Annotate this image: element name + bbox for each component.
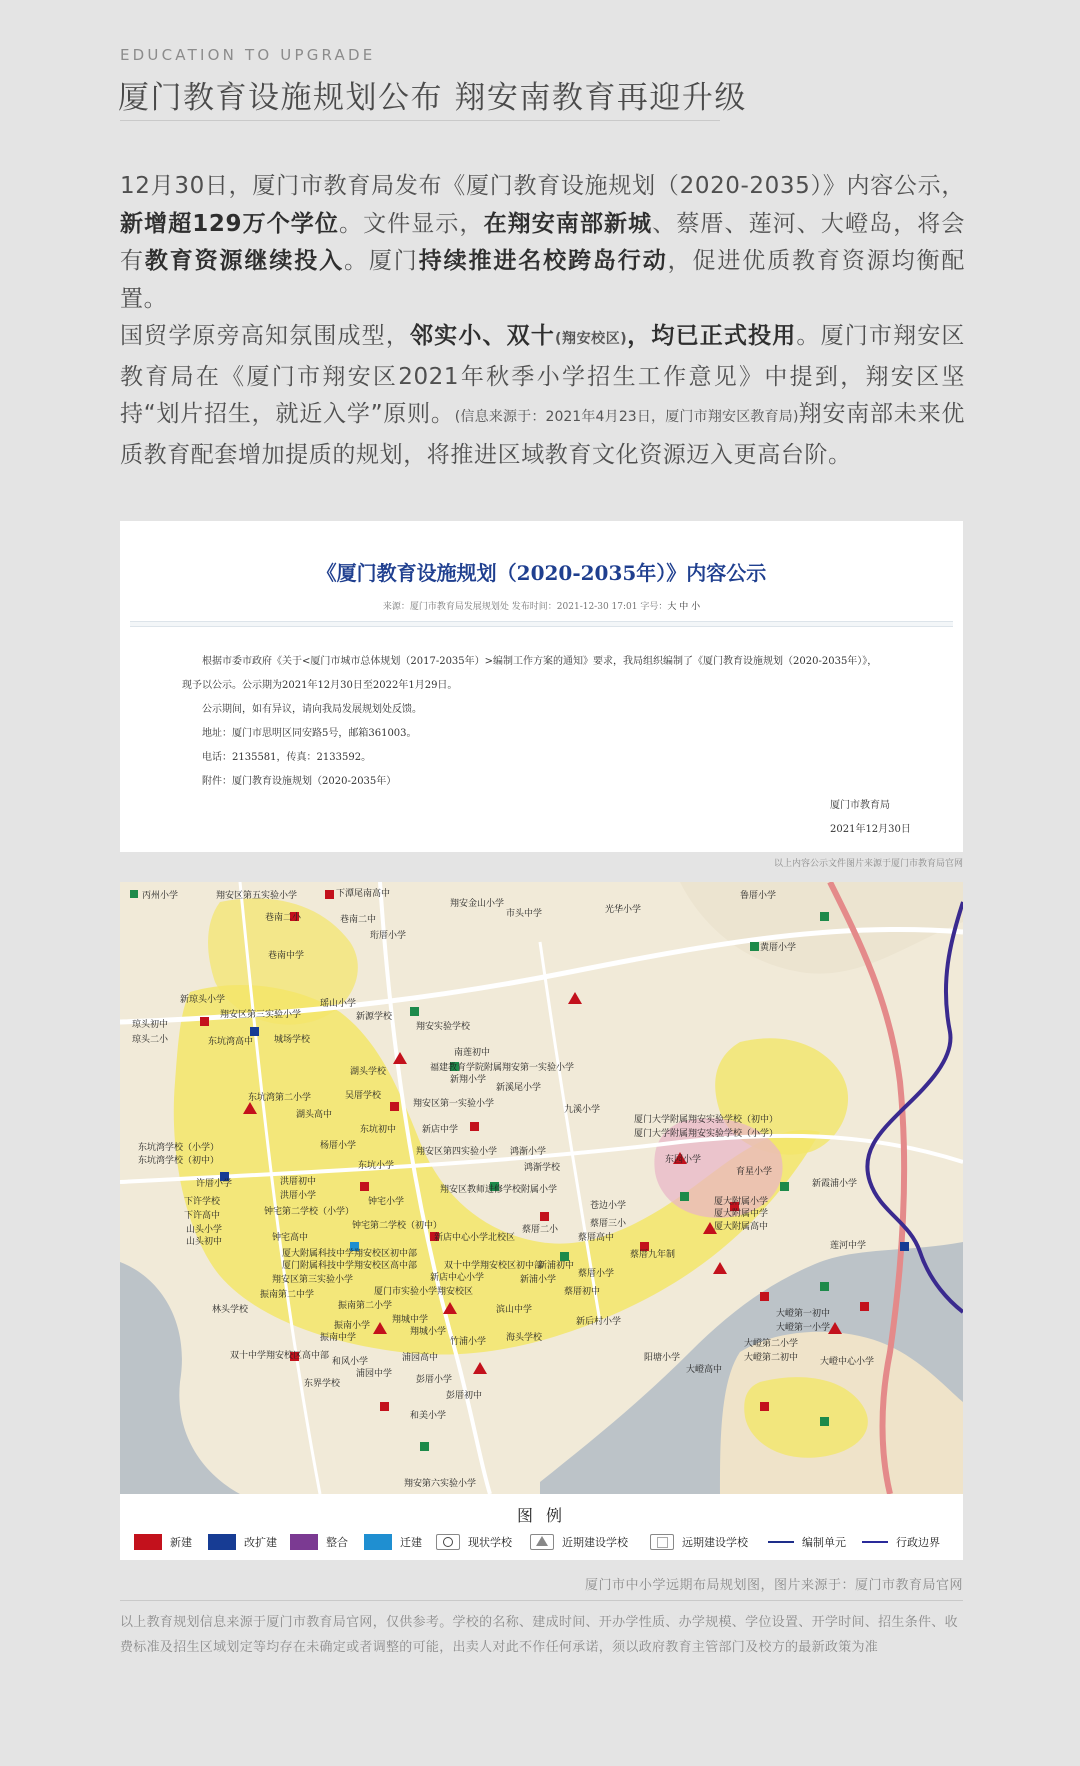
p2-bold-campus: (翔安校区) bbox=[555, 331, 627, 347]
paragraph-2 bbox=[120, 318, 965, 474]
p2-text-g: 翔安南部未来优质教育配套增加提质的规划，将推进区域教育文化资源迈入更高台阶。 bbox=[120, 401, 966, 468]
map-label: 福建教育学院附属翔安第一实验小学 bbox=[430, 1063, 575, 1073]
map-label: 新霞浦小学 bbox=[812, 1179, 858, 1189]
map-label: 阳塘小学 bbox=[644, 1353, 681, 1363]
map-label: 琼头二小 bbox=[132, 1035, 169, 1045]
map-label: 莲河中学 bbox=[830, 1241, 867, 1251]
map-label: 和风小学 bbox=[332, 1357, 369, 1367]
map-caption: 厦门市中小学远期布局规划图，图片来源于：厦门市教育局官网 bbox=[584, 1578, 963, 1593]
map-label: 厦门附属科技中学翔安校区高中部 bbox=[282, 1261, 418, 1271]
map-label: 钟宅第二学校（小学） bbox=[264, 1207, 355, 1217]
map-label: 厦门市实验小学翔安校区 bbox=[374, 1287, 474, 1297]
map-label: 下许学校 bbox=[184, 1197, 221, 1207]
map-label: 海头学校 bbox=[506, 1333, 543, 1343]
doc-meta-text: 来源：厦门市教育局发展规划处 发布时间：2021-12-30 17:01 字号： bbox=[382, 602, 668, 612]
map-label: 翔城小学 bbox=[410, 1327, 447, 1337]
legend-label: 整合 bbox=[326, 1536, 348, 1549]
map-label: 鸿渐小学 bbox=[510, 1147, 547, 1157]
map-label: 双十中学翔安校区高中部 bbox=[230, 1351, 330, 1361]
map-label: 蔡厝初中 bbox=[564, 1287, 601, 1297]
map-label: 厦大附属中学 bbox=[714, 1209, 769, 1219]
map-label: 钟宅高中 bbox=[272, 1233, 309, 1243]
map-label: 杨厝小学 bbox=[320, 1141, 357, 1151]
eyebrow-label: EDUCATION TO UPGRADE bbox=[120, 46, 376, 64]
legend-label: 改扩建 bbox=[244, 1536, 277, 1549]
doc-line-1: 根据市委市政府《关于<厦门市城市总体规划（2017-2035年）>编制工作方案的通知》要求，我局组织编制了《厦门教育设施规划（2020-2035年）》， bbox=[202, 656, 878, 667]
map-label: 大嶝第二小学 bbox=[744, 1339, 799, 1349]
map-label: 东坑小学 bbox=[358, 1161, 395, 1171]
map-label: 厦门大学附属翔安实验学校（小学） bbox=[634, 1129, 779, 1139]
map-label: 钟宅第二学校（初中） bbox=[352, 1221, 443, 1231]
p2-text-e: 。厦门市翔安区教育局在《厦门市翔安区2021年秋季小学招生工作意见》中提到，翔安区坚持“划片招生，就近入学”原则。 bbox=[120, 323, 966, 427]
map-label: 鲁厝小学 bbox=[740, 891, 777, 901]
map-label: 黄厝小学 bbox=[760, 943, 797, 953]
map-label: 巷南二中 bbox=[340, 915, 377, 925]
p2-bold-opened: ，均已正式投用 bbox=[626, 323, 797, 349]
p1-text-g: 。厦门 bbox=[344, 248, 419, 274]
map-label: 东坑初中 bbox=[360, 1125, 397, 1135]
map-label: 翔安实验学校 bbox=[416, 1022, 471, 1032]
map-label: 洪厝小学 bbox=[280, 1191, 317, 1201]
map-label: 巷南中学 bbox=[268, 951, 305, 961]
map-label: 东园小学 bbox=[665, 1155, 702, 1165]
map-label: 大嶝第一小学 bbox=[776, 1323, 831, 1333]
map-label: 鸿渐学校 bbox=[524, 1163, 561, 1173]
p1-bold-seats: 新增超129万个学位 bbox=[120, 210, 339, 237]
doc-title: 《厦门教育设施规划（2020-2035年）》内容公示 bbox=[316, 561, 767, 585]
map-label: 东界学校 bbox=[304, 1379, 341, 1389]
map-label: 洪厝初中 bbox=[280, 1177, 317, 1187]
map-label: 新源学校 bbox=[356, 1012, 393, 1022]
map-label: 吴厝学校 bbox=[345, 1091, 382, 1101]
legend-label: 近期建设学校 bbox=[562, 1536, 628, 1549]
doc-line-6: 附件：厦门教育设施规划（2020-2035年） bbox=[202, 776, 397, 787]
map-label: 蔡厝三小 bbox=[590, 1219, 627, 1229]
map-label: 浦园中学 bbox=[356, 1369, 393, 1379]
map-label: 育星小学 bbox=[736, 1167, 773, 1177]
map-label: 翔安区第四实验小学 bbox=[416, 1147, 498, 1157]
map-label: 东坑湾高中 bbox=[208, 1037, 254, 1047]
p2-text-a: 国贸学原旁高知氛围成型， bbox=[120, 323, 411, 349]
legend-title: 图 例 bbox=[516, 1506, 567, 1525]
legend-swatch-red bbox=[134, 1534, 162, 1550]
title-divider bbox=[120, 120, 720, 121]
map-label: 翔安区第一实验小学 bbox=[413, 1099, 495, 1109]
map-label: 许厝小学 bbox=[196, 1179, 233, 1189]
map-label: 湖头学校 bbox=[350, 1067, 387, 1077]
map-label: 大嶝第二初中 bbox=[744, 1353, 799, 1363]
map-label: 光华小学 bbox=[605, 905, 642, 915]
map-label: 彭厝初中 bbox=[446, 1391, 483, 1401]
map-label: 振南第二小学 bbox=[338, 1301, 393, 1311]
map-label: 厦大附属高中 bbox=[714, 1222, 769, 1232]
map-label: 蔡厝高中 bbox=[578, 1233, 615, 1243]
triangle-outline-icon bbox=[530, 1534, 554, 1550]
map-label: 城场学校 bbox=[274, 1035, 311, 1045]
map-label: 新店中心小学北校区 bbox=[434, 1233, 516, 1243]
legend-item-relocate bbox=[364, 1534, 422, 1550]
map-label: 厦大附属科技中学翔安校区初中部 bbox=[282, 1249, 418, 1259]
p2-source-note: (信息来源于：2021年4月23日，厦门市翔安区教育局) bbox=[454, 409, 799, 425]
doc-separator bbox=[130, 621, 953, 627]
footer-divider bbox=[120, 1600, 963, 1601]
doc-line-3: 公示期间，如有异议，请向我局发展规划处反馈。 bbox=[202, 704, 422, 715]
map-label: 林头学校 bbox=[212, 1305, 249, 1315]
p1-text-a: 12月30日，厦门市教育局发布《厦门教育设施规划（2020-2035）》内容公示， bbox=[120, 173, 965, 199]
notice-document-image bbox=[120, 521, 963, 852]
map-label: 丙州小学 bbox=[142, 891, 179, 901]
p1-text-i: ，促进优质教育资源均衡配置。 bbox=[120, 248, 965, 312]
map-label: 山头小学 bbox=[186, 1225, 223, 1235]
legend-label: 行政边界 bbox=[896, 1536, 940, 1549]
legend-item-long-term bbox=[650, 1534, 748, 1550]
map-label: 大嶝第一初中 bbox=[776, 1309, 831, 1319]
map-label: 新溪尾小学 bbox=[496, 1083, 542, 1093]
map-label: 新店中学 bbox=[422, 1125, 459, 1135]
map-label: 市头中学 bbox=[506, 909, 543, 919]
map-label: 竹浦小学 bbox=[450, 1337, 487, 1347]
map-label: 东坑湾第二小学 bbox=[248, 1093, 312, 1103]
doc-image-credit: 以上内容公示文件图片来源于厦门市教育局官网 bbox=[773, 859, 963, 869]
legend-label: 远期建设学校 bbox=[682, 1536, 748, 1549]
doc-meta bbox=[120, 599, 963, 612]
map-label: 钟宅小学 bbox=[368, 1197, 405, 1207]
map-label: 翔安第六实验小学 bbox=[404, 1479, 477, 1489]
map-label: 山头初中 bbox=[186, 1237, 223, 1247]
legend-swatch-cyan bbox=[364, 1534, 392, 1550]
map-label: 瑶山小学 bbox=[320, 999, 357, 1009]
map-legend bbox=[120, 1494, 963, 1560]
doc-signature-org: 厦门市教育局 bbox=[830, 800, 890, 811]
school-layout-map bbox=[120, 882, 963, 1494]
map-label: 新琼头小学 bbox=[180, 995, 226, 1005]
map-label: 苍边小学 bbox=[590, 1201, 627, 1211]
p1-bold-action: 持续推进名校跨岛行动 bbox=[418, 248, 668, 274]
legend-label: 新建 bbox=[170, 1536, 192, 1549]
map-label: 新翔小学 bbox=[450, 1075, 487, 1085]
map-label: 大嶝高中 bbox=[686, 1365, 723, 1375]
map-label: 厦门大学附属翔安实验学校（初中） bbox=[634, 1115, 779, 1125]
doc-line-5: 电话：2135581，传真：2133592。 bbox=[202, 752, 372, 763]
circle-outline-icon bbox=[436, 1534, 460, 1550]
map-label: 翔安区教师进修学校附属小学 bbox=[440, 1185, 558, 1195]
map-label: 东坑湾学校（初中） bbox=[138, 1156, 220, 1166]
map-label: 振南小学 bbox=[334, 1321, 371, 1331]
map-label: 翔安金山小学 bbox=[450, 899, 505, 909]
map-label: 厦大附属小学 bbox=[714, 1197, 769, 1207]
p1-bold-xiangan: 在翔安南部新城 bbox=[483, 210, 653, 237]
map-label: 南莲初中 bbox=[454, 1048, 491, 1058]
article-body bbox=[120, 168, 965, 474]
map-label: 九溪小学 bbox=[564, 1105, 601, 1115]
map-label: 大嶝中心小学 bbox=[820, 1357, 875, 1367]
unit-line-icon bbox=[768, 1541, 794, 1543]
map-label: 浦园高中 bbox=[402, 1353, 439, 1363]
map-label: 翔城中学 bbox=[392, 1315, 429, 1325]
legend-label: 现状学校 bbox=[468, 1536, 512, 1549]
legend-item-merge bbox=[290, 1534, 348, 1550]
map-label: 新浦小学 bbox=[520, 1275, 557, 1285]
map-label: 翔安区第三实验小学 bbox=[220, 1010, 302, 1020]
doc-font-size-switch: 大 中 小 bbox=[667, 602, 701, 612]
p2-bold-schools: 邻实小、双十 bbox=[410, 323, 556, 349]
map-label: 蔡厝二小 bbox=[522, 1225, 559, 1235]
doc-signature-date: 2021年12月30日 bbox=[830, 824, 911, 835]
legend-swatch-blue bbox=[208, 1534, 236, 1550]
legend-item-existing bbox=[436, 1534, 512, 1550]
legend-item-new bbox=[134, 1534, 192, 1550]
map-label: 下潭尾南高中 bbox=[336, 889, 391, 899]
map-label: 琼头初中 bbox=[132, 1020, 169, 1030]
legend-item-near-term bbox=[530, 1534, 628, 1550]
legend-label: 迁建 bbox=[400, 1536, 422, 1549]
map-label: 珩厝小学 bbox=[370, 931, 407, 941]
map-label: 下许高中 bbox=[184, 1211, 221, 1221]
map-label: 东坑湾学校（小学） bbox=[138, 1143, 220, 1153]
map-label: 和美小学 bbox=[410, 1411, 447, 1421]
legend-item-boundary bbox=[862, 1534, 940, 1550]
p1-bold-resources: 教育资源继续投入 bbox=[144, 248, 345, 274]
map-label: 翔安区第三实验小学 bbox=[272, 1275, 354, 1285]
map-label: 彭厝小学 bbox=[416, 1375, 453, 1385]
map-label: 巷南二小 bbox=[265, 913, 302, 923]
legend-item-expand bbox=[208, 1534, 277, 1550]
boundary-line-icon bbox=[862, 1541, 888, 1543]
disclaimer-text: 以上教育规划信息来源于厦门市教育局官网，仅供参考。学校的名称、建成时间、开办学性质、办学规模、学位设置、开学时间、招生条件、收费标准及招生区域划定等均存在未确定或者调整的可能，出卖人对此不作任何承诺，须以政府教育主管部门及校方的最新政策为准 bbox=[120, 1615, 958, 1655]
p1-text-e: 、蔡厝、莲河、大嶝岛，将会有 bbox=[120, 210, 965, 274]
map-label: 振南中学 bbox=[320, 1333, 357, 1343]
page-title: 厦门教育设施规划公布 翔安南教育再迎升级 bbox=[118, 80, 747, 116]
map-label: 双十中学翔安校区初中部 bbox=[444, 1261, 544, 1271]
legend-swatch-purple bbox=[290, 1534, 318, 1550]
legend-label: 编制单元 bbox=[802, 1536, 846, 1549]
map-label: 翔安区第五实验小学 bbox=[216, 891, 298, 901]
map-label: 新浦初中 bbox=[538, 1261, 575, 1271]
doc-line-2: 现予以公示。公示期为2021年12月30日至2022年1月29日。 bbox=[182, 680, 458, 691]
map-label: 新后村小学 bbox=[576, 1317, 622, 1327]
p1-text-c: 。文件显示， bbox=[338, 210, 484, 237]
map-label: 蔡厝九年制 bbox=[630, 1250, 676, 1260]
map-label: 蔡厝小学 bbox=[578, 1269, 615, 1279]
square-outline-icon bbox=[650, 1534, 674, 1550]
paragraph-1 bbox=[120, 168, 965, 318]
map-label: 新店中心小学 bbox=[430, 1273, 485, 1283]
legend-item-unit bbox=[768, 1534, 846, 1550]
map-label: 湖头高中 bbox=[296, 1110, 333, 1120]
map-label: 滨山中学 bbox=[496, 1305, 533, 1315]
map-label: 振南第二中学 bbox=[260, 1290, 315, 1300]
doc-line-4: 地址：厦门市思明区同安路5号，邮箱361003。 bbox=[202, 728, 417, 739]
